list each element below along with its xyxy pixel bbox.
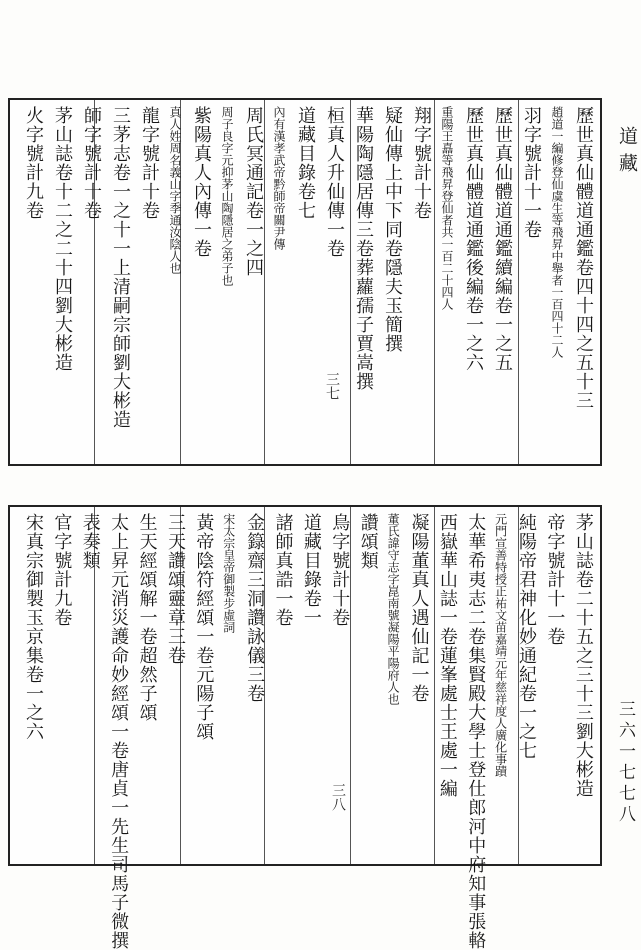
catalog-column: 生天經頌解一卷超然子頌 [136,513,158,722]
catalog-column: 桓真人升仙傳一卷 [324,106,345,258]
catalog-column: 表奏類 [79,513,101,570]
catalog-note-column: 真人姓周名義山字季通汝陰人也 [168,106,182,274]
bottom-column-row [23,507,594,950]
catalog-column: 太上昇元消災護命妙經頌一卷唐貞一先生司馬子微撰 [108,513,130,950]
catalog-column: 金籙齋三洞讚詠儀三卷 [244,513,266,703]
catalog-column: 周氏冥通記卷一之四 [243,106,264,277]
catalog-column: 帝字號計十一卷 [544,513,566,646]
catalog-column: 羽字號計十一卷 [521,106,542,239]
catalog-note-column: 周子良字元抑茅山陶隱居之弟子也 [220,106,234,286]
catalog-column: 歷世真仙體道通鑑續編卷一之五 [492,106,513,372]
catalog-column: 師字號計十卷 [81,106,102,220]
catalog-column: 紫陽真人內傳一卷 [191,106,212,258]
catalog-column: 讚頌類 [357,513,379,570]
catalog-column: 翔字號計十卷 [411,106,432,220]
catalog-note-column: 趙道一編修登仙虞生等飛昇中舉者一百四十二人 [550,106,564,358]
catalog-column: 三天讚頌靈章三卷 [164,513,186,665]
catalog-column: 太華希夷志二卷集賢殿大學士登仕郎河中府知事張輅 [465,513,487,950]
top-column-row [24,100,592,464]
catalog-column: 宋真宗御製玉京集卷一之六 [23,513,44,741]
catalog-note-column: 元門宣善特授正祐文苗嘉靖元年慈祥度人廣化事蹟 [493,513,508,777]
catalog-column: 官字號計九卷 [51,513,73,627]
catalog-column: 火字號計九卷 [23,106,44,220]
volume-index: 三六一七七八 [615,700,635,826]
catalog-column: 茅山誌卷十二之二十四劉大彬造 [52,106,73,372]
catalog-column: 歷世真仙體道通鑑後編卷一之六 [463,106,484,372]
catalog-column: 疑仙傳上中下同卷隱夫玉簡撰 [382,106,403,353]
catalog-column: 黃帝陰符經頌一卷元陽子頌 [193,513,215,741]
catalog-note-column: 內有漢孝武帝黔師帝關尹傳 [272,106,286,250]
bottom-page-panel [8,505,602,950]
catalog-column: 龍字號計十卷 [139,106,160,220]
catalog-note-column: 重陽王嚞等飛昇登仙者共一百二十四人 [440,106,454,310]
catalog-column: 道藏目錄卷七 [295,106,316,220]
catalog-note-column: 董氏諱守志字崑南號凝陽平陽府人也 [386,513,401,705]
catalog-column: 凝陽董真人遇仙記一卷 [408,513,430,703]
catalog-note-column: 宋太宗皇帝御製步虛詞 [221,513,236,633]
catalog-column: 純陽帝君神化妙通紀卷一之七 [516,513,538,760]
series-title: 道藏 [616,126,638,180]
page-mark: 三八 [330,783,346,811]
top-page-panel [8,98,602,466]
page-mark: 三七 [324,372,340,400]
catalog-column: 三茅志卷一之十一上清嗣宗師劉大彬造 [110,106,131,429]
catalog-column: 鳥字號計十卷 [329,513,351,627]
catalog-column: 道藏目錄卷一 [300,513,322,627]
catalog-column: 西嶽華山誌一卷蓮峯處士王處一編 [436,513,458,798]
catalog-column: 諸師真誥一卷 [272,513,294,627]
catalog-column: 茅山誌卷二十五之三十三劉大彬造 [572,513,594,798]
catalog-column: 華陽陶隱居傳三卷葬蘿孺子賈嵩撰 [353,106,374,391]
catalog-column: 歷世真仙體道通鑑卷四十四之五十三 [573,106,594,410]
